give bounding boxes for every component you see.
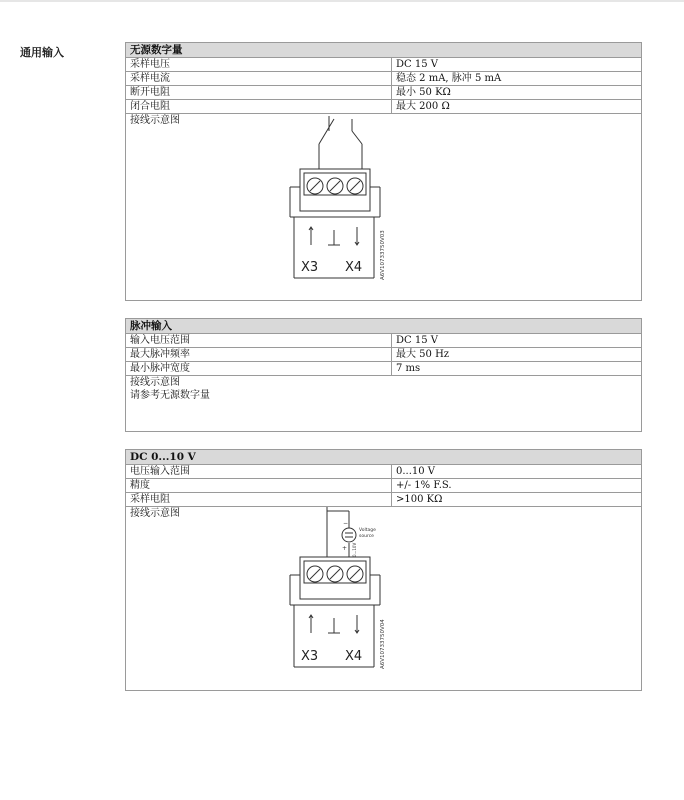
wiring-label: 接线示意图	[130, 508, 180, 519]
table-row	[126, 479, 641, 493]
top-divider	[0, 0, 684, 2]
table-header: DC 0...10 V	[126, 450, 641, 465]
table-row	[126, 100, 641, 114]
param-value: 稳态 2 mA, 脉冲 5 mA	[396, 73, 502, 84]
table-header: 无源数字量	[126, 43, 641, 58]
passive-contact-wiring-diagram	[284, 114, 404, 282]
param-value: 最小 50 KΩ	[396, 87, 451, 98]
param-name: 最大脉冲频率	[126, 348, 392, 361]
range-label: 0...10V	[352, 542, 357, 557]
param-value: 0...10 V	[396, 466, 436, 477]
table-header: 脉冲输入	[126, 319, 641, 334]
source-label: source	[359, 534, 374, 539]
table-row	[126, 334, 641, 348]
param-name: 断开电阻	[126, 86, 392, 99]
table-row	[126, 493, 641, 507]
table-row	[126, 362, 641, 376]
param-name: 输入电压范围	[126, 334, 392, 347]
param-value: +/- 1% F.S.	[396, 480, 452, 491]
param-value: DC 15 V	[396, 59, 438, 70]
plus-sign: +	[342, 545, 348, 552]
wiring-note: 请参考无源数字量	[130, 390, 210, 401]
wiring-block	[126, 114, 641, 286]
param-name: 采样电流	[126, 72, 392, 85]
passive-digital-table	[125, 42, 642, 301]
voltage-source-icon	[342, 528, 356, 542]
wiring-label: 接线示意图	[130, 377, 180, 388]
source-label: Voltage	[359, 528, 376, 533]
drawing-code: A6V10733750V03	[380, 230, 386, 280]
wiring-block	[126, 376, 641, 416]
terminal-label-x3: X3	[301, 260, 319, 275]
pulse-input-table	[125, 318, 642, 432]
param-value: >100 KΩ	[396, 494, 443, 505]
param-name: 最小脉冲宽度	[126, 362, 392, 375]
param-name: 精度	[126, 479, 392, 492]
param-value: 最大 200 Ω	[396, 101, 450, 112]
table-row	[126, 465, 641, 479]
param-value: 最大 50 Hz	[396, 349, 450, 360]
terminal-label-x3: X3	[301, 649, 319, 664]
param-name: 闭合电阻	[126, 100, 392, 113]
wiring-label: 接线示意图	[130, 115, 180, 126]
wire	[319, 119, 334, 144]
wiring-block	[126, 507, 641, 675]
drawing-code: A6V10733750V04	[380, 619, 386, 669]
voltage-input-table	[125, 449, 642, 691]
voltage-source-wiring-diagram	[284, 507, 404, 675]
table-row	[126, 58, 641, 72]
param-value: DC 15 V	[396, 335, 438, 346]
terminal-label-x4: X4	[345, 260, 363, 275]
param-name: 采样电压	[126, 58, 392, 71]
param-name: 采样电阻	[126, 493, 392, 506]
minus-sign: −	[343, 520, 349, 527]
table-row	[126, 72, 641, 86]
table-row	[126, 348, 641, 362]
table-row	[126, 86, 641, 100]
param-name: 电压输入范围	[126, 465, 392, 478]
terminal-label-x4: X4	[345, 649, 363, 664]
param-value: 7 ms	[396, 363, 421, 374]
section-label: 通用输入	[20, 46, 64, 59]
wire	[352, 131, 362, 144]
